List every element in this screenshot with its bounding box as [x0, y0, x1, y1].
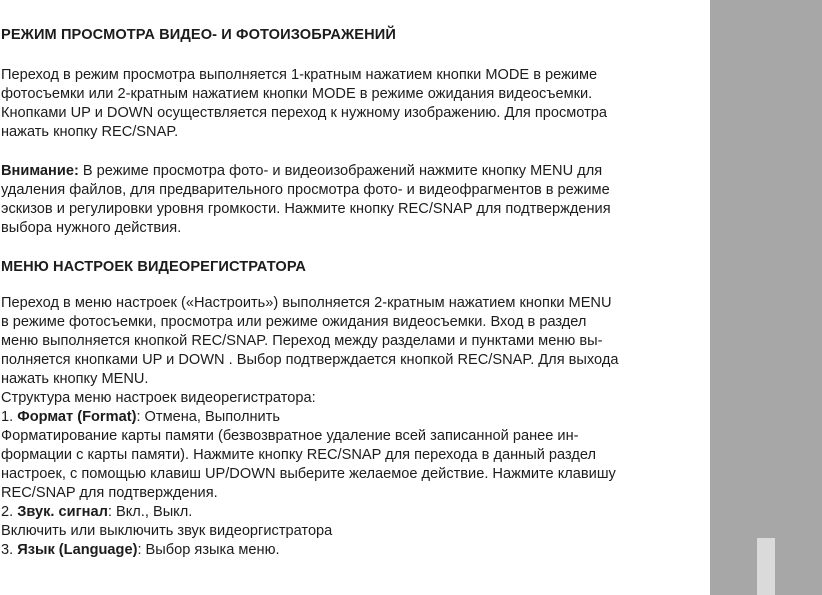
text-line: нажать кнопку REC/SNAP. — [1, 124, 179, 140]
section-heading-playback: РЕЖИМ ПРОСМОТРА ВИДЕО- И ФОТОИЗОБРАЖЕНИЙ — [1, 27, 396, 43]
note-first-line — [1, 162, 611, 181]
text-line: Включить или выключить звук видеоргистратора — [1, 523, 333, 539]
text-line: эскизов и регулировки уровня громкости. Нажмите кнопку REC/SNAP для подтверждения — [1, 201, 611, 217]
text-line: полняется кнопками UP и DOWN . Выбор подтверждается кнопкой REC/SNAP. Для выхода — [1, 352, 619, 368]
text-line: в режиме фотосъемки, просмотра или режиме ожидания видеосъемки. Вход в раздел — [1, 314, 587, 330]
item-term: Звук. сигнал — [17, 504, 108, 520]
item-value: : Отмена, Выполнить — [136, 409, 280, 425]
menu-item-format — [1, 408, 618, 427]
item-term: Язык (Language) — [17, 542, 138, 558]
text-line: выбора нужного действия. — [1, 220, 182, 236]
page-side-band — [710, 0, 822, 595]
text-line: REC/SNAP для подтверждения. — [1, 485, 218, 501]
section-heading-settings: МЕНЮ НАСТРОЕК ВИДЕОРЕГИСТРАТОРА — [1, 259, 307, 275]
text-line: удаления файлов, для предварительного просмотра фото- и видеофрагментов в режиме — [1, 182, 610, 198]
item-number: 1. — [1, 409, 18, 425]
text-line: Кнопками UP и DOWN осуществляется переход к нужному изображению. Для просмотра — [1, 105, 608, 121]
text-line: Переход в меню настроек («Настроить») выполняется 2-кратным нажатием кнопки MENU — [1, 295, 612, 311]
item-term: Формат (Format) — [17, 409, 137, 425]
note-label: Внимание: — [1, 163, 79, 179]
text-line: нажать кнопку MENU. — [1, 371, 149, 387]
note-text: В режиме просмотра фото- и видеоизображений нажмите кнопку MENU для — [78, 163, 603, 179]
text-line: Форматирование карты памяти (безвозвратное удаление всей записанной ранее ин- — [1, 428, 579, 444]
item-value: : Вкл., Выкл. — [107, 504, 193, 520]
text-line: Переход в режим просмотра выполняется 1-кратным нажатием кнопки MODE в режиме — [1, 67, 598, 83]
text-line: фотосъемки или 2-кратным нажатием кнопки MODE в режиме ожидания видеосъемки. — [1, 86, 593, 102]
item-number: 3. — [1, 542, 18, 558]
item-number: 2. — [1, 504, 18, 520]
text-line: настроек, с помощью клавиш UP/DOWN выберите желаемое действие. Нажмите клавишу — [1, 466, 616, 482]
menu-item-language — [1, 541, 618, 560]
text-line: Структура меню настроек видеорегистратора: — [1, 390, 316, 406]
playback-paragraph — [1, 66, 607, 142]
item-value: : Выбор языка меню. — [137, 542, 280, 558]
text-line: меню выполняется кнопкой REC/SNAP. Переход между разделами и пунктами меню вы- — [1, 333, 603, 349]
settings-paragraph — [1, 294, 618, 560]
page-tab-marker — [757, 538, 775, 595]
playback-note — [1, 162, 611, 238]
menu-item-sound — [1, 503, 618, 522]
text-line: формации с карты памяти). Нажмите кнопку REC/SNAP для перехода в данный раздел — [1, 447, 597, 463]
